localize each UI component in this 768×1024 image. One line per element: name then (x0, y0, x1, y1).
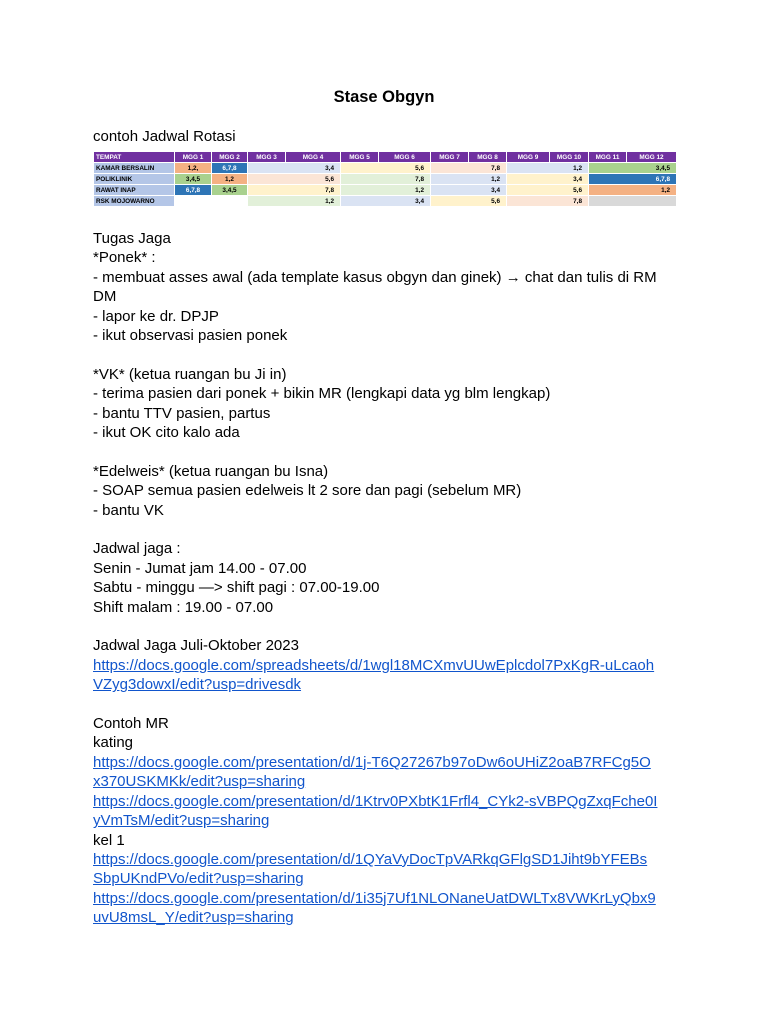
contoh-mr-title: Contoh MR (93, 715, 169, 733)
link-line: VZyg3dowxI/edit?usp=drivesdk (93, 676, 302, 694)
location-cell: RAWAT INAP (94, 185, 175, 196)
schedule-cell (175, 196, 212, 207)
schedule-cell: 1,2 (341, 185, 431, 196)
rotation-table-body (94, 163, 677, 207)
schedule-cell: 5,6 (431, 196, 507, 207)
schedule-cell: 1,2 (248, 196, 341, 207)
header-cell: MGG 12 (627, 152, 677, 163)
rotation-table-header (94, 152, 677, 163)
schedule-cell: 3,4,5 (212, 185, 248, 196)
document-body (93, 229, 693, 928)
mr-group-label-kating: kating (93, 734, 134, 752)
link-line: https://docs.google.com/presentation/d/1i35j7Uf1NLONaneUatDWLTx8VWKrLyQbx9 (93, 889, 656, 907)
schedule-cell: 6,7,8 (175, 185, 212, 196)
schedule-cell: 1,2 (507, 163, 589, 174)
table-row (94, 163, 677, 174)
schedule-cell: 3,4 (431, 185, 507, 196)
schedule-cell: 7,8 (507, 196, 589, 207)
location-cell: RSK MOJOWARNO (94, 196, 175, 207)
spacer (93, 345, 693, 364)
mr-group-label-kel-1: kel 1 (93, 831, 125, 849)
schedule-cell: 3,4,5 (589, 163, 677, 174)
location-cell: KAMAR BERSALIN (94, 163, 175, 174)
ponek-item: - membuat asses awal (ada template kasus obgyn dan ginek) → chat dan tulis di RM (93, 268, 657, 286)
schedule-cell: 7,8 (431, 163, 507, 174)
schedule-cell: 1,2 (212, 174, 248, 185)
table-row (94, 196, 677, 207)
table-row (94, 174, 677, 185)
jadwal-jaga-line: Shift malam : 19.00 - 07.00 (93, 598, 274, 616)
location-cell: POLIKLINIK (94, 174, 175, 185)
schedule-cell: 1,2, (175, 163, 212, 174)
header-cell: MGG 7 (431, 152, 469, 163)
header-cell: MGG 8 (469, 152, 507, 163)
schedule-cell: 6,7,8 (589, 174, 677, 185)
mr-kel1-link-2[interactable] (93, 889, 693, 928)
link-line: yVmTsM/edit?usp=sharing (93, 812, 270, 830)
schedule-cell (589, 196, 677, 207)
tugas-jaga-heading: Tugas Jaga (93, 230, 171, 247)
header-cell: MGG 2 (212, 152, 248, 163)
header-cell: MGG 11 (589, 152, 627, 163)
jadwal-jaga-periode-title: Jadwal Jaga Juli-Oktober 2023 (93, 637, 299, 655)
header-cell: MGG 6 (379, 152, 431, 163)
jadwal-jaga-line: Sabtu - minggu —> shift pagi : 07.00-19.00 (93, 579, 380, 597)
vk-item: - terima pasien dari ponek + bikin MR (lengkapi data yg blm lengkap) (93, 385, 551, 403)
ponek-item: - lapor ke dr. DPJP (93, 307, 219, 325)
link-line: uvU8msL_Y/edit?usp=sharing (93, 909, 294, 927)
vk-title: *VK* (ketua ruangan bu Ji in) (93, 365, 287, 383)
spacer (93, 695, 693, 714)
jadwal-jaga-spreadsheet-link[interactable] (93, 656, 693, 695)
edelweis-title: *Edelweis* (ketua ruangan bu Isna) (93, 462, 329, 480)
ponek-title: *Ponek* : (93, 249, 156, 267)
rotation-table (93, 151, 677, 207)
mr-kel1-link-1[interactable] (93, 850, 693, 889)
schedule-cell: 6,7,8 (212, 163, 248, 174)
header-cell: MGG 9 (507, 152, 550, 163)
schedule-cell: 7,8 (341, 174, 431, 185)
schedule-cell: 3,4 (248, 163, 341, 174)
schedule-cell (212, 196, 248, 207)
schedule-cell: 5,6 (248, 174, 341, 185)
schedule-cell: 5,6 (507, 185, 589, 196)
spacer (93, 520, 693, 539)
jadwal-jaga-line: Senin - Jumat jam 14.00 - 07.00 (93, 559, 307, 577)
vk-item: - bantu TTV pasien, partus (93, 404, 271, 422)
header-cell: MGG 1 (175, 152, 212, 163)
link-line: https://docs.google.com/presentation/d/1QYaVyDocTpVARkqGFlgSD1Jiht9bYFEBs (93, 850, 648, 868)
link-line: https://docs.google.com/presentation/d/1j-T6Q27267b97oDw6oUHiZ2oaB7RFCg5O (93, 753, 651, 771)
ponek-item: DM (93, 288, 117, 306)
table-row (94, 185, 677, 196)
header-cell: MGG 10 (550, 152, 589, 163)
ponek-item: - ikut observasi pasien ponek (93, 327, 288, 345)
jadwal-jaga-title: Jadwal jaga : (93, 540, 181, 558)
mr-kating-link-1[interactable] (93, 753, 693, 792)
vk-item: - ikut OK cito kalo ada (93, 424, 240, 442)
mr-kating-link-2[interactable] (93, 792, 693, 831)
spacer (93, 442, 693, 461)
header-cell: MGG 5 (341, 152, 379, 163)
schedule-cell: 1,2 (589, 185, 677, 196)
edelweis-item: - bantu VK (93, 501, 164, 519)
link-line: https://docs.google.com/presentation/d/1Ktrv0PXbtK1Frfl4_CYk2-sVBPQgZxqFche0I (93, 792, 658, 810)
schedule-cell: 5,6 (341, 163, 431, 174)
link-line: x370USKMKk/edit?usp=sharing (93, 773, 306, 791)
schedule-cell: 1,2 (431, 174, 507, 185)
header-cell: TEMPAT (94, 152, 175, 163)
schedule-cell: 7,8 (248, 185, 341, 196)
edelweis-item: - SOAP semua pasien edelweis lt 2 sore dan pagi (sebelum MR) (93, 482, 522, 500)
schedule-heading: contoh Jadwal Rotasi (93, 128, 236, 145)
spacer (93, 617, 693, 636)
header-cell: MGG 3 (248, 152, 286, 163)
header-cell: MGG 4 (286, 152, 341, 163)
document-title: Stase Obgyn (333, 88, 435, 106)
schedule-cell: 3,4 (341, 196, 431, 207)
schedule-cell: 3,4,5 (175, 174, 212, 185)
link-line: SbpUKndPVo/edit?usp=sharing (93, 870, 304, 888)
link-line: https://docs.google.com/spreadsheets/d/1wgl18MCXmvUUwEplcdol7PxKgR-uLcaoh (93, 656, 655, 674)
schedule-cell: 3,4 (507, 174, 589, 185)
